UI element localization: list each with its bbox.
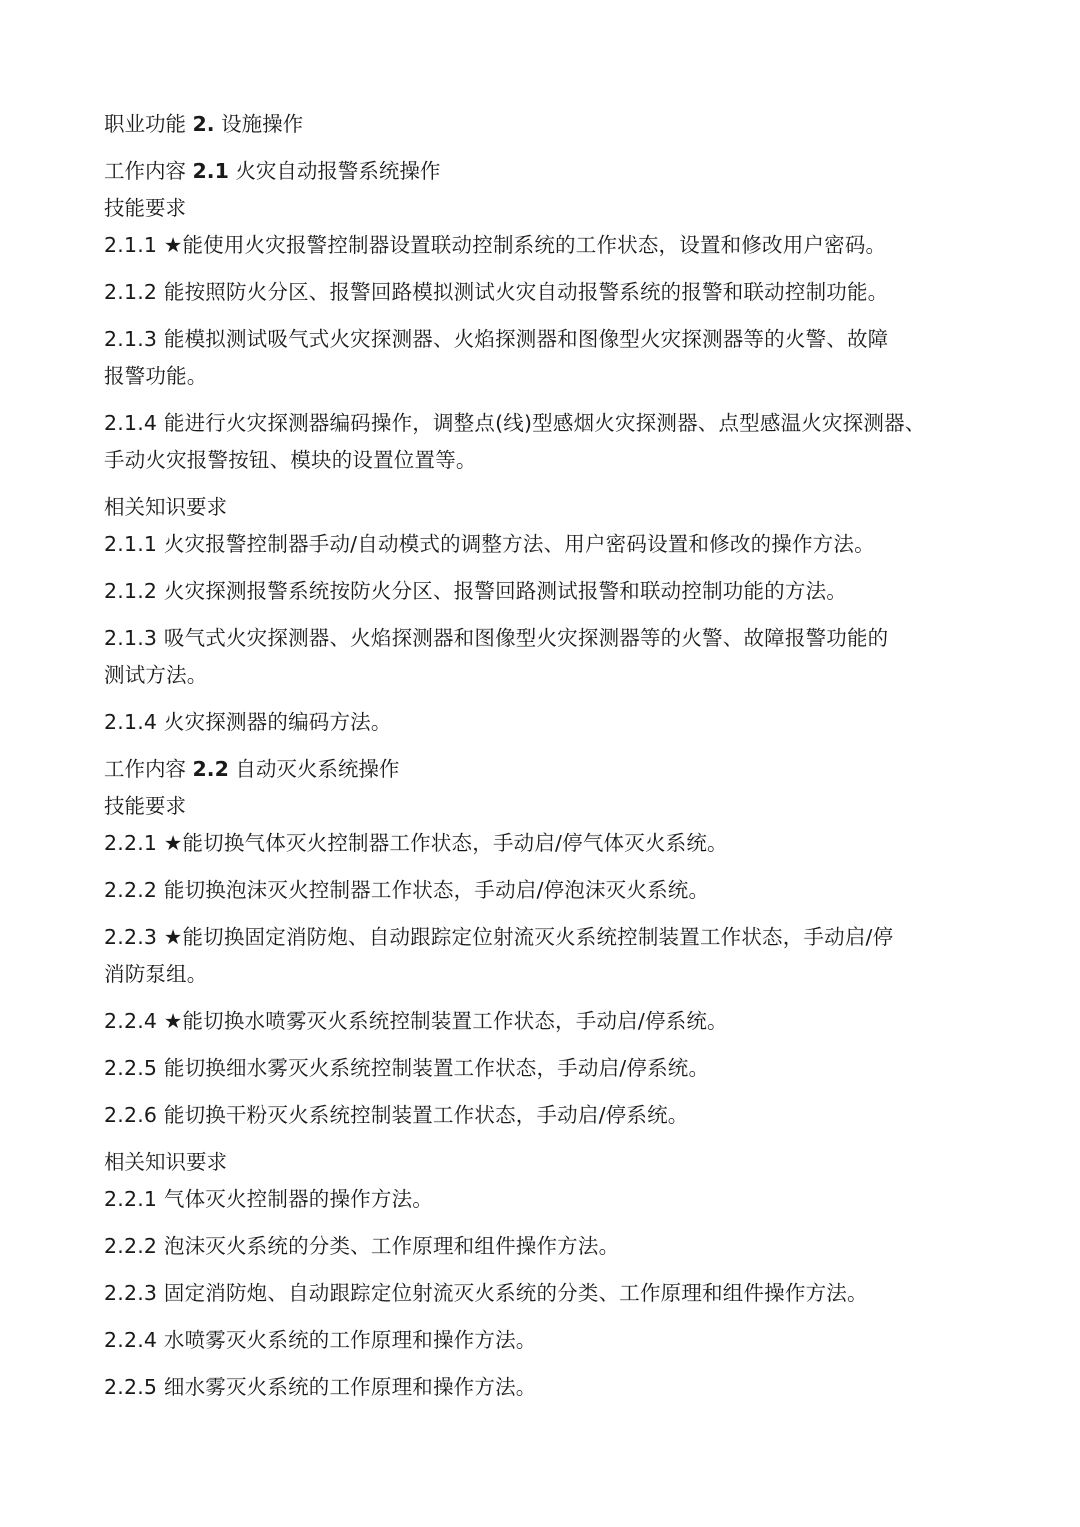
section-title: 自动灭火系统操作: [228, 757, 400, 781]
knowledge-item: [104, 1275, 944, 1312]
knowledge-item-line: 2.2.4 水喷雾灭火系统的工作原理和操作方法。: [104, 1328, 537, 1352]
skill-item-line: 2.2.5 能切换细水雾灭火系统控制装置工作状态，手动启/停系统。: [104, 1056, 710, 1080]
knowledge-item-line: 2.1.2 火灾探测报警系统按防火分区、报警回路测试报警和联动控制功能的方法。: [104, 579, 847, 603]
section-number: 2.2: [192, 757, 229, 781]
knowledge-item: [104, 573, 944, 610]
skill-item: [104, 872, 944, 909]
section-prefix: 工作内容: [104, 159, 193, 183]
skill-item: [104, 227, 944, 264]
knowledge-item-line: 2.2.1 气体灭火控制器的操作方法。: [104, 1187, 433, 1211]
knowledge-item-line: 2.1.4 火灾探测器的编码方法。: [104, 710, 392, 734]
skills-label: 技能要求: [104, 196, 186, 220]
knowledge-item-line: 2.1.1 火灾报警控制器手动/自动模式的调整方法、用户密码设置和修改的操作方法。: [104, 532, 875, 556]
knowledge-item: [104, 1228, 944, 1265]
work-content-section: [104, 153, 944, 741]
skill-item: [104, 274, 944, 311]
function-prefix: 职业功能: [104, 112, 186, 136]
skill-item: [104, 1003, 944, 1040]
knowledge-item: [104, 1181, 944, 1218]
knowledge-item: [104, 526, 944, 563]
skill-item: [104, 1050, 944, 1087]
skill-item-line: 2.2.3 ★能切换固定消防炮、自动跟踪定位射流灭火系统控制装置工作状态，手动启/停: [104, 925, 894, 949]
knowledge-item: [104, 704, 944, 741]
skill-item-line: 2.1.1 ★能使用火灾报警控制器设置联动控制系统的工作状态，设置和修改用户密码。: [104, 233, 887, 257]
knowledge-label: 相关知识要求: [104, 1150, 227, 1174]
skill-item-line: 2.1.3 能模拟测试吸气式火灾探测器、火焰探测器和图像型火灾探测器等的火警、故障: [104, 327, 889, 351]
skill-item: [104, 321, 944, 395]
function-number: 2.: [192, 112, 215, 136]
skill-item-line: 2.1.2 能按照防火分区、报警回路模拟测试火灾自动报警系统的报警和联动控制功能。: [104, 280, 889, 304]
document-page: [104, 106, 944, 1416]
skill-item: [104, 405, 944, 479]
skill-item: [104, 1097, 944, 1134]
knowledge-item: [104, 1369, 944, 1406]
section-number: 2.1: [192, 159, 229, 183]
work-content-section: [104, 751, 944, 1406]
sections-container: [104, 153, 944, 1406]
skill-item-line: 2.2.1 ★能切换气体灭火控制器工作状态，手动启/停气体灭火系统。: [104, 831, 728, 855]
skill-item: [104, 825, 944, 862]
skill-item: [104, 919, 944, 993]
knowledge-item: [104, 620, 944, 694]
section-title: 火灾自动报警系统操作: [228, 159, 441, 183]
knowledge-item-line: 测试方法。: [104, 663, 208, 687]
skill-item-line: 手动火灾报警按钮、模块的设置位置等。: [104, 448, 477, 472]
skills-label: 技能要求: [104, 794, 186, 818]
knowledge-label: 相关知识要求: [104, 495, 227, 519]
section-prefix: 工作内容: [104, 757, 193, 781]
skill-item-line: 2.2.6 能切换干粉灭火系统控制装置工作状态，手动启/停系统。: [104, 1103, 689, 1127]
function-heading: [104, 106, 944, 143]
knowledge-item-line: 2.2.2 泡沫灭火系统的分类、工作原理和组件操作方法。: [104, 1234, 620, 1258]
knowledge-item-line: 2.1.3 吸气式火灾探测器、火焰探测器和图像型火灾探测器等的火警、故障报警功能的: [104, 626, 889, 650]
skill-item-line: 消防泵组。: [104, 962, 208, 986]
knowledge-item-line: 2.2.3 固定消防炮、自动跟踪定位射流灭火系统的分类、工作原理和组件操作方法。: [104, 1281, 868, 1305]
skill-item-line: 2.1.4 能进行火灾探测器编码操作，调整点(线)型感烟火灾探测器、点型感温火灾探测器、: [104, 411, 926, 435]
skill-item-line: 2.2.4 ★能切换水喷雾灭火系统控制装置工作状态，手动启/停系统。: [104, 1009, 728, 1033]
section-heading: [104, 153, 944, 190]
skill-item-line: 2.2.2 能切换泡沫灭火控制器工作状态，手动启/停泡沫灭火系统。: [104, 878, 710, 902]
knowledge-item-line: 2.2.5 细水雾灭火系统的工作原理和操作方法。: [104, 1375, 537, 1399]
skill-item-line: 报警功能。: [104, 364, 208, 388]
knowledge-item: [104, 1322, 944, 1359]
section-heading: [104, 751, 944, 788]
function-title: 设施操作: [221, 112, 304, 136]
